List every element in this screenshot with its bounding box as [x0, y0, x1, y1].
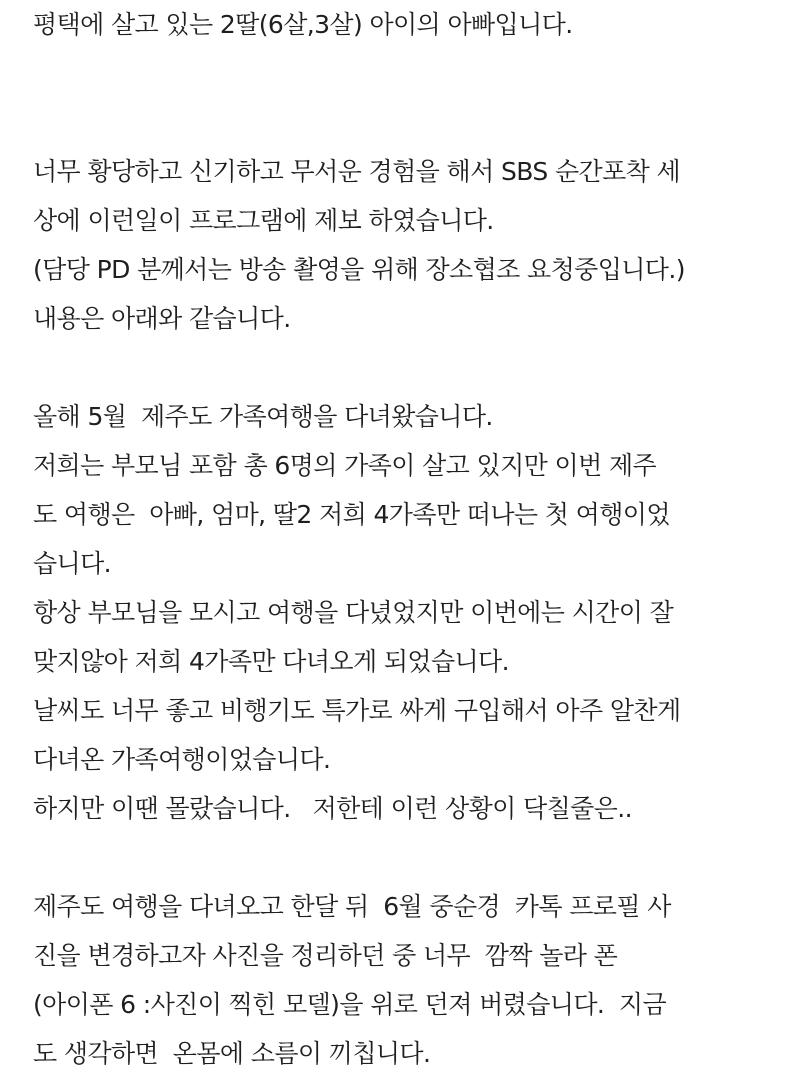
- text-line: 진을 변경하고자 사진을 정리하던 중 너무 깜짝 놀라 폰: [33, 941, 618, 970]
- text-line: 맞지않아 저희 4가족만 다녀오게 되었습니다.: [33, 647, 509, 676]
- text-line: 제주도 여행을 다녀오고 한달 뒤 6월 중순경 카톡 프로필 사: [33, 892, 671, 921]
- text-line: 저희는 부모님 포함 총 6명의 가족이 살고 있지만 이번 제주: [33, 451, 657, 480]
- text-line: 도 여행은 아빠, 엄마, 딸2 저희 4가족만 떠나는 첫 여행이었: [33, 500, 670, 529]
- blank-line: [33, 98, 793, 147]
- text-line: 상에 이런일이 프로그램에 제보 하였습니다.: [33, 206, 494, 235]
- blank-line: [33, 833, 793, 882]
- text-line: (아이폰 6 :사진이 찍힌 모델)을 위로 던져 버렸습니다. 지금: [33, 990, 667, 1019]
- text-line: 올해 5월 제주도 가족여행을 다녀왔습니다.: [33, 402, 493, 431]
- text-line: 내용은 아래와 같습니다.: [33, 304, 291, 333]
- text-line: 평택에 살고 있는 2딸(6살,3살) 아이의 아빠입니다.: [33, 10, 573, 39]
- text-line: 날씨도 너무 좋고 비행기도 특가로 싸게 구입해서 아주 알찬게: [33, 696, 681, 725]
- text-line: 습니다.: [33, 549, 111, 578]
- text-line: 항상 부모님을 모시고 여행을 다녔었지만 이번에는 시간이 잘: [33, 598, 674, 627]
- text-line: 도 생각하면 온몸에 소름이 끼칩니다.: [33, 1039, 431, 1068]
- blank-line: [33, 343, 793, 392]
- blank-line: [33, 49, 793, 98]
- text-line: (담당 PD 분께서는 방송 촬영을 위해 장소협조 요청중입니다.): [33, 255, 685, 284]
- text-line: 하지만 이땐 몰랐습니다. 저한테 이런 상황이 닥칠줄은..: [33, 794, 632, 823]
- text-line: 다녀온 가족여행이었습니다.: [33, 745, 331, 774]
- text-line: 너무 황당하고 신기하고 무서운 경험을 해서 SBS 순간포착 세: [33, 157, 681, 186]
- post-body: [33, 0, 793, 1078]
